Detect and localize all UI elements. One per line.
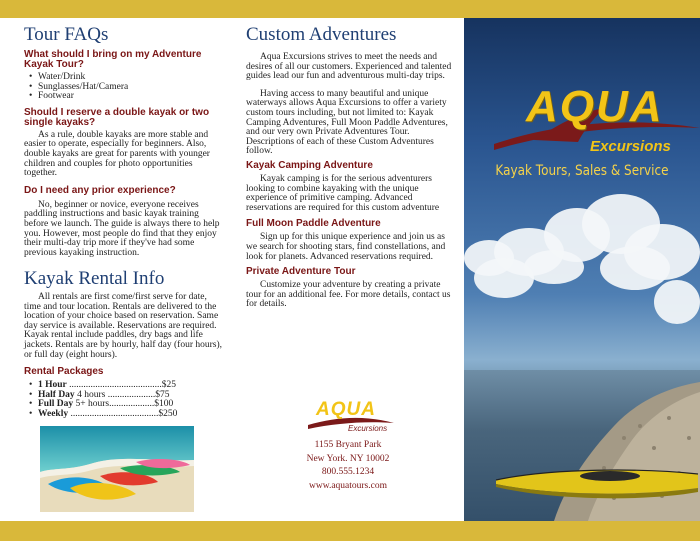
yellow-kayak [492,460,700,506]
package-item: • Half Day 4 hours ....................$75 [38,391,224,401]
custom-description: Having access to many beautiful and unique waterways allows Aqua Excursions to offer a variety custom tours including, but not limited to: Kayak Camping Adventures, Full Moon Paddle Adventures, and our very own Private Adventures Tour. Descriptions of each of these Custom Adventures follow. [246,88,448,157]
custom-title: Custom Adventures [246,24,397,45]
bring-list [24,73,224,102]
address-line-1: 1155 Bryant Park [314,440,382,450]
cover-tagline: Kayak Tours, Sales & Service [495,163,669,179]
private-heading: Private Adventure Tour [246,266,356,278]
list-item: • Footwear [38,92,224,102]
website-link[interactable]: www.aquatours.com [308,480,387,491]
custom-intro: Aqua Excursions strives to meet the needs and desires of all our customers. Experienced and talented guides lead our fun and adventurous multi-day trips. [246,52,452,82]
phone-number: 800.555.1234 [321,467,375,477]
bottom-gold-band [0,521,700,541]
package-item: • 1 Hour .......................................$25 [38,381,224,391]
camping-heading: Kayak Camping Adventure [246,159,373,171]
small-logo-word: AQUA [316,399,376,420]
package-item: • Full Day 5+ hours...................$100 [38,400,224,410]
camping-text: Kayak camping is for the serious adventurers looking to combine kayaking with the unique experience of primitive camping. Advanced reservations are required for this custom adventure [246,173,440,213]
rental-title: Kayak Rental Info [24,268,165,289]
faq-answer-3: No, beginner or novice, everyone receives paddling instructions and basic kayak training before we launch. The guide is always there to help you. However, most people do find that they enjoy their multi-day trip more if they've had some previous kayaking instruction. [24,199,220,258]
faq-question-2: Should I reserve a double kayak or two single kayaks? [24,106,210,128]
private-text: Customize your adventure by creating a private tour for an additional fee. For more details, contact us for details. [246,280,451,310]
package-item: • Weekly .....................................$250 [38,410,224,420]
faq-title: Tour FAQs [24,24,109,45]
cover-logo-sub: Excursions [590,138,671,155]
beach-kayaks-photo [40,426,194,512]
cloud [600,246,670,290]
packages-title: Rental Packages [24,366,104,378]
small-logo [306,401,396,437]
cloud [654,280,700,324]
custom-section [246,24,452,310]
moon-heading: Full Moon Paddle Adventure [246,218,381,230]
list-item: • Water/Drink [38,73,224,83]
packages-list [24,381,224,419]
custom-adventures-panel [232,18,464,521]
cover-panel [464,18,700,521]
top-gold-band [0,0,700,18]
rental-section [24,268,224,420]
faq-panel [0,18,232,521]
rental-text: All rentals are first come/first serve for date, time and tour location. Rentals are delivered to the location of your choice based on reservation. Same day service is available. Reservations are required. Kayak rental include paddles, dry bags and life jackets. Rentals are by hourly, half day (four hours), or full day (eight hours). [24,292,223,360]
faq-question-3: Do I need any prior experience? [24,184,176,196]
cloud [524,250,584,284]
contact-block [232,439,464,493]
faq-section [24,24,224,258]
faq-answer-2: As a rule, double kayaks are more stable and easier to operate, especially for beginners. Also, double kayaks are great for parents with younger children and couples for photo opportunities together. [24,129,210,179]
address-line-2: New York. NY 10002 [306,453,390,464]
small-logo-sub: Excursions [348,424,388,433]
cover-logo-word: AQUA [526,82,664,131]
list-item: • Sunglasses/Hat/Camera [38,83,224,93]
faq-question-1: What should I bring on my Adventure Kayak Tour? [24,49,202,70]
moon-text: Sign up for this unique experience and join us as we search for shooting stars, find constellations, and look for planets. Advanced reservations required. [246,232,446,262]
